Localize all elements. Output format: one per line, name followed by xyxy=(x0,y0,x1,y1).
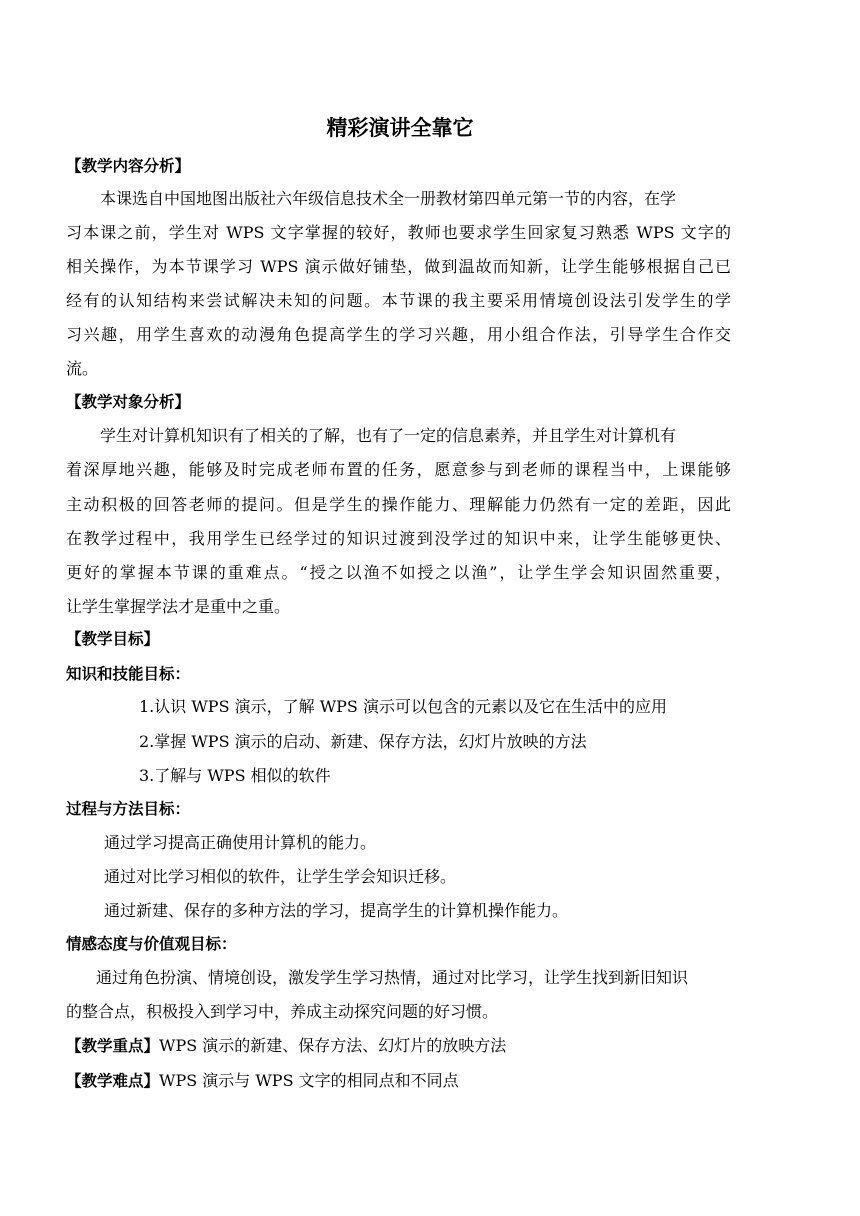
content-analysis-line-2: 习本课之前，学生对 WPS 文字掌握的较好，教师也要求学生回家复习熟悉 WPS 文字的 xyxy=(66,223,731,242)
content-analysis-line-6: 流。 xyxy=(66,359,99,378)
difficult-point-text: WPS 演示与 WPS 文字的相同点和不同点 xyxy=(159,1071,459,1090)
content-analysis-line-3: 相关操作，为本节课学习 WPS 演示做好铺垫，做到温故而知新，让学生能够根据自己已 xyxy=(66,257,731,276)
content-analysis-line-5: 习兴趣，用学生喜欢的动漫角色提高学生的学习兴趣，用小组合作法，引导学生合作交 xyxy=(66,325,731,344)
key-point-label: 【教学重点】 xyxy=(66,1037,160,1055)
object-analysis-line-3: 主动积极的回答老师的提问。但是学生的操作能力、理解能力仍然有一定的差距，因此 xyxy=(66,495,731,514)
emotion-goals-heading: 情感态度与价值观目标： xyxy=(66,935,237,953)
object-analysis-line-6: 让学生掌握学法才是重中之重。 xyxy=(66,597,291,616)
process-goal-item-3: 通过新建、保存的多种方法的学习，提高学生的计算机操作能力。 xyxy=(104,901,569,920)
process-goal-item-1: 通过学习提高正确使用计算机的能力。 xyxy=(104,833,377,852)
object-analysis-line-1: 学生对计算机知识有了相关的了解，也有了一定的信息素养，并且学生对计算机有 xyxy=(100,426,677,445)
difficult-point-label: 【教学难点】 xyxy=(66,1072,160,1090)
key-point-row xyxy=(66,1035,506,1057)
emotion-goal-line-1: 通过角色扮演、情境创设，激发学生学习热情，通过对比学习，让学生找到新旧知识 xyxy=(96,968,689,987)
object-analysis-line-2: 着深厚地兴趣，能够及时完成老师布置的任务，愿意参与到老师的课程当中，上课能够 xyxy=(66,460,731,479)
difficult-point-row xyxy=(66,1070,459,1092)
process-goals-heading: 过程与方法目标： xyxy=(66,800,191,818)
process-goal-item-2: 通过对比学习相似的软件，让学生学会知识迁移。 xyxy=(104,867,457,886)
page-title: 精彩演讲全靠它 xyxy=(326,116,474,140)
emotion-goal-line-2: 的整合点，积极投入到学习中，养成主动探究问题的好习惯。 xyxy=(66,1002,499,1021)
object-analysis-line-4: 在教学过程中，我用学生已经学过的知识过渡到没学过的知识中来，让学生能够更快、 xyxy=(66,529,731,548)
section-heading-content-analysis: 【教学内容分析】 xyxy=(66,157,191,175)
object-analysis-line-5: 更好的掌握本节课的重难点。“授之以渔不如授之以渔”，让学生学会知识固然重要， xyxy=(66,563,731,582)
knowledge-goal-item-1: 1.认识 WPS 演示，了解 WPS 演示可以包含的元素以及它在生活中的应用 xyxy=(139,697,667,716)
knowledge-goal-item-2: 2.掌握 WPS 演示的启动、新建、保存方法，幻灯片放映的方法 xyxy=(139,732,587,751)
content-analysis-line-1: 本课选自中国地图出版社六年级信息技术全一册教材第四单元第一节的内容，在学 xyxy=(100,189,677,208)
knowledge-goals-heading: 知识和技能目标： xyxy=(66,665,191,683)
section-heading-goals: 【教学目标】 xyxy=(66,630,160,648)
key-point-text: WPS 演示的新建、保存方法、幻灯片的放映方法 xyxy=(159,1036,507,1055)
section-heading-object-analysis: 【教学对象分析】 xyxy=(66,393,191,411)
content-analysis-line-4: 经有的认知结构来尝试解决未知的问题。本节课的我主要采用情境创设法引发学生的学 xyxy=(66,291,731,310)
knowledge-goal-item-3: 3.了解与 WPS 相似的软件 xyxy=(139,766,331,785)
